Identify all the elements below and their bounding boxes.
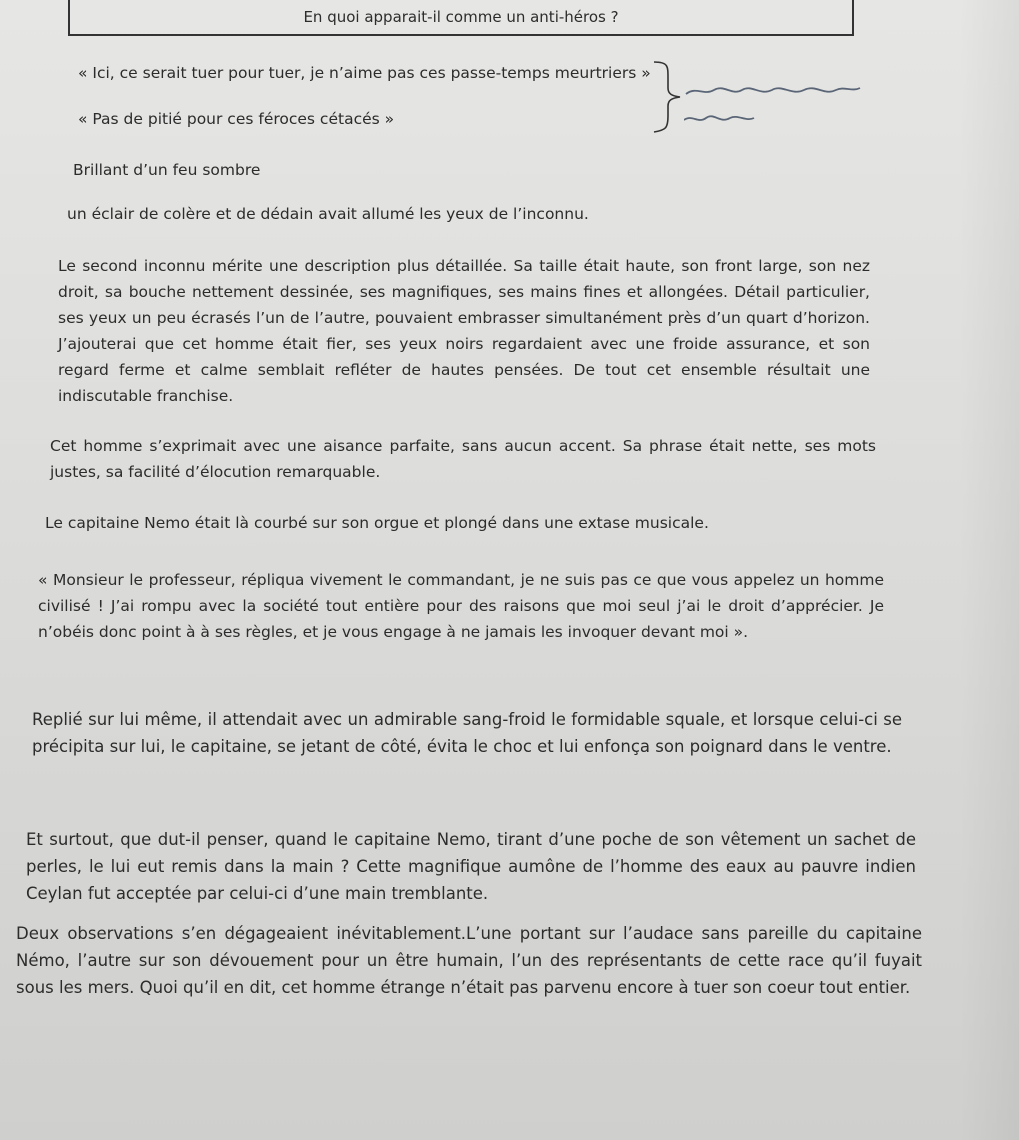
quote-4: un éclair de colère et de dédain avait allumé les yeux de l’inconnu. <box>67 205 589 223</box>
paragraph-observations: Deux observations s’en dégageaient inévitablement.L’une portant sur l’audace sans pareille du capitaine Némo, l’autre sur son dévouement pour un être humain, l’un des représentants de cette race qu’il fuyait sous les mers. Quoi qu’il en dit, cet homme étrange n’était pas parvenu encore à tuer son coeur tout entier. <box>16 924 922 997</box>
paragraph-expression: Cet homme s’exprimait avec une aisance parfaite, sans aucun accent. Sa phrase était nette, ses mots justes, sa facilité d’élocution remarquable. <box>50 437 876 481</box>
handwritten-brace <box>650 58 684 134</box>
title-box <box>68 0 854 36</box>
paragraph-description: Le second inconnu mérite une description plus détaillée. Sa taille était haute, son front large, son nez droit, sa bouche nettement dessinée, ses magnifiques, ses mains fines et allongées. Détail particulier, ses yeux un peu écrasés l’un de l’autre, pouvaient embrasser simultanément près d’un quart d’horizon. J’ajouterai que cet homme était fier, ses yeux noirs regardaient avec une froide assurance, et son regard ferme et calme semblait refléter de hautes pensées. De tout cet ensemble résultait une indiscutable franchise. <box>58 257 870 405</box>
paragraph-pearls: Et surtout, que dut-il penser, quand le capitaine Nemo, tirant d’une poche de son vêtement un sachet de perles, le lui eut remis dans la main ? Cette magnifique aumône de l’homme des eaux au pauvre indien Ceylan fut acceptée par celui-ci d’une main tremblante. <box>26 830 916 903</box>
handwritten-annotation <box>684 80 864 140</box>
paragraph-shark: Replié sur lui même, il attendait avec un admirable sang-froid le formidable squale, et lorsque celui-ci se précipita sur lui, le capitaine, se jetant de côté, évita le choc et lui enfonça son poignard dans le ventre. <box>32 710 902 756</box>
quote-3: Brillant d’un feu sombre <box>73 161 261 179</box>
paragraph-quote-professor: « Monsieur le professeur, répliqua vivement le commandant, je ne suis pas ce que vous appelez un homme civilisé ! J’ai rompu avec la société tout entière pour des raisons que moi seul j’ai le droit d’apprécier. Je n’obéis donc point à à ses règles, et je vous engage à ne jamais les invoquer devant moi ». <box>38 571 884 641</box>
quote-1: « Ici, ce serait tuer pour tuer, je n’aime pas ces passe-temps meurtriers » <box>78 64 651 82</box>
page-title: En quoi apparait-il comme un anti-héros ? <box>303 8 619 26</box>
paragraph-organ: Le capitaine Nemo était là courbé sur son orgue et plongé dans une extase musicale. <box>45 514 709 532</box>
page-shadow <box>959 0 1019 1140</box>
quote-2: « Pas de pitié pour ces féroces cétacés » <box>78 110 395 128</box>
